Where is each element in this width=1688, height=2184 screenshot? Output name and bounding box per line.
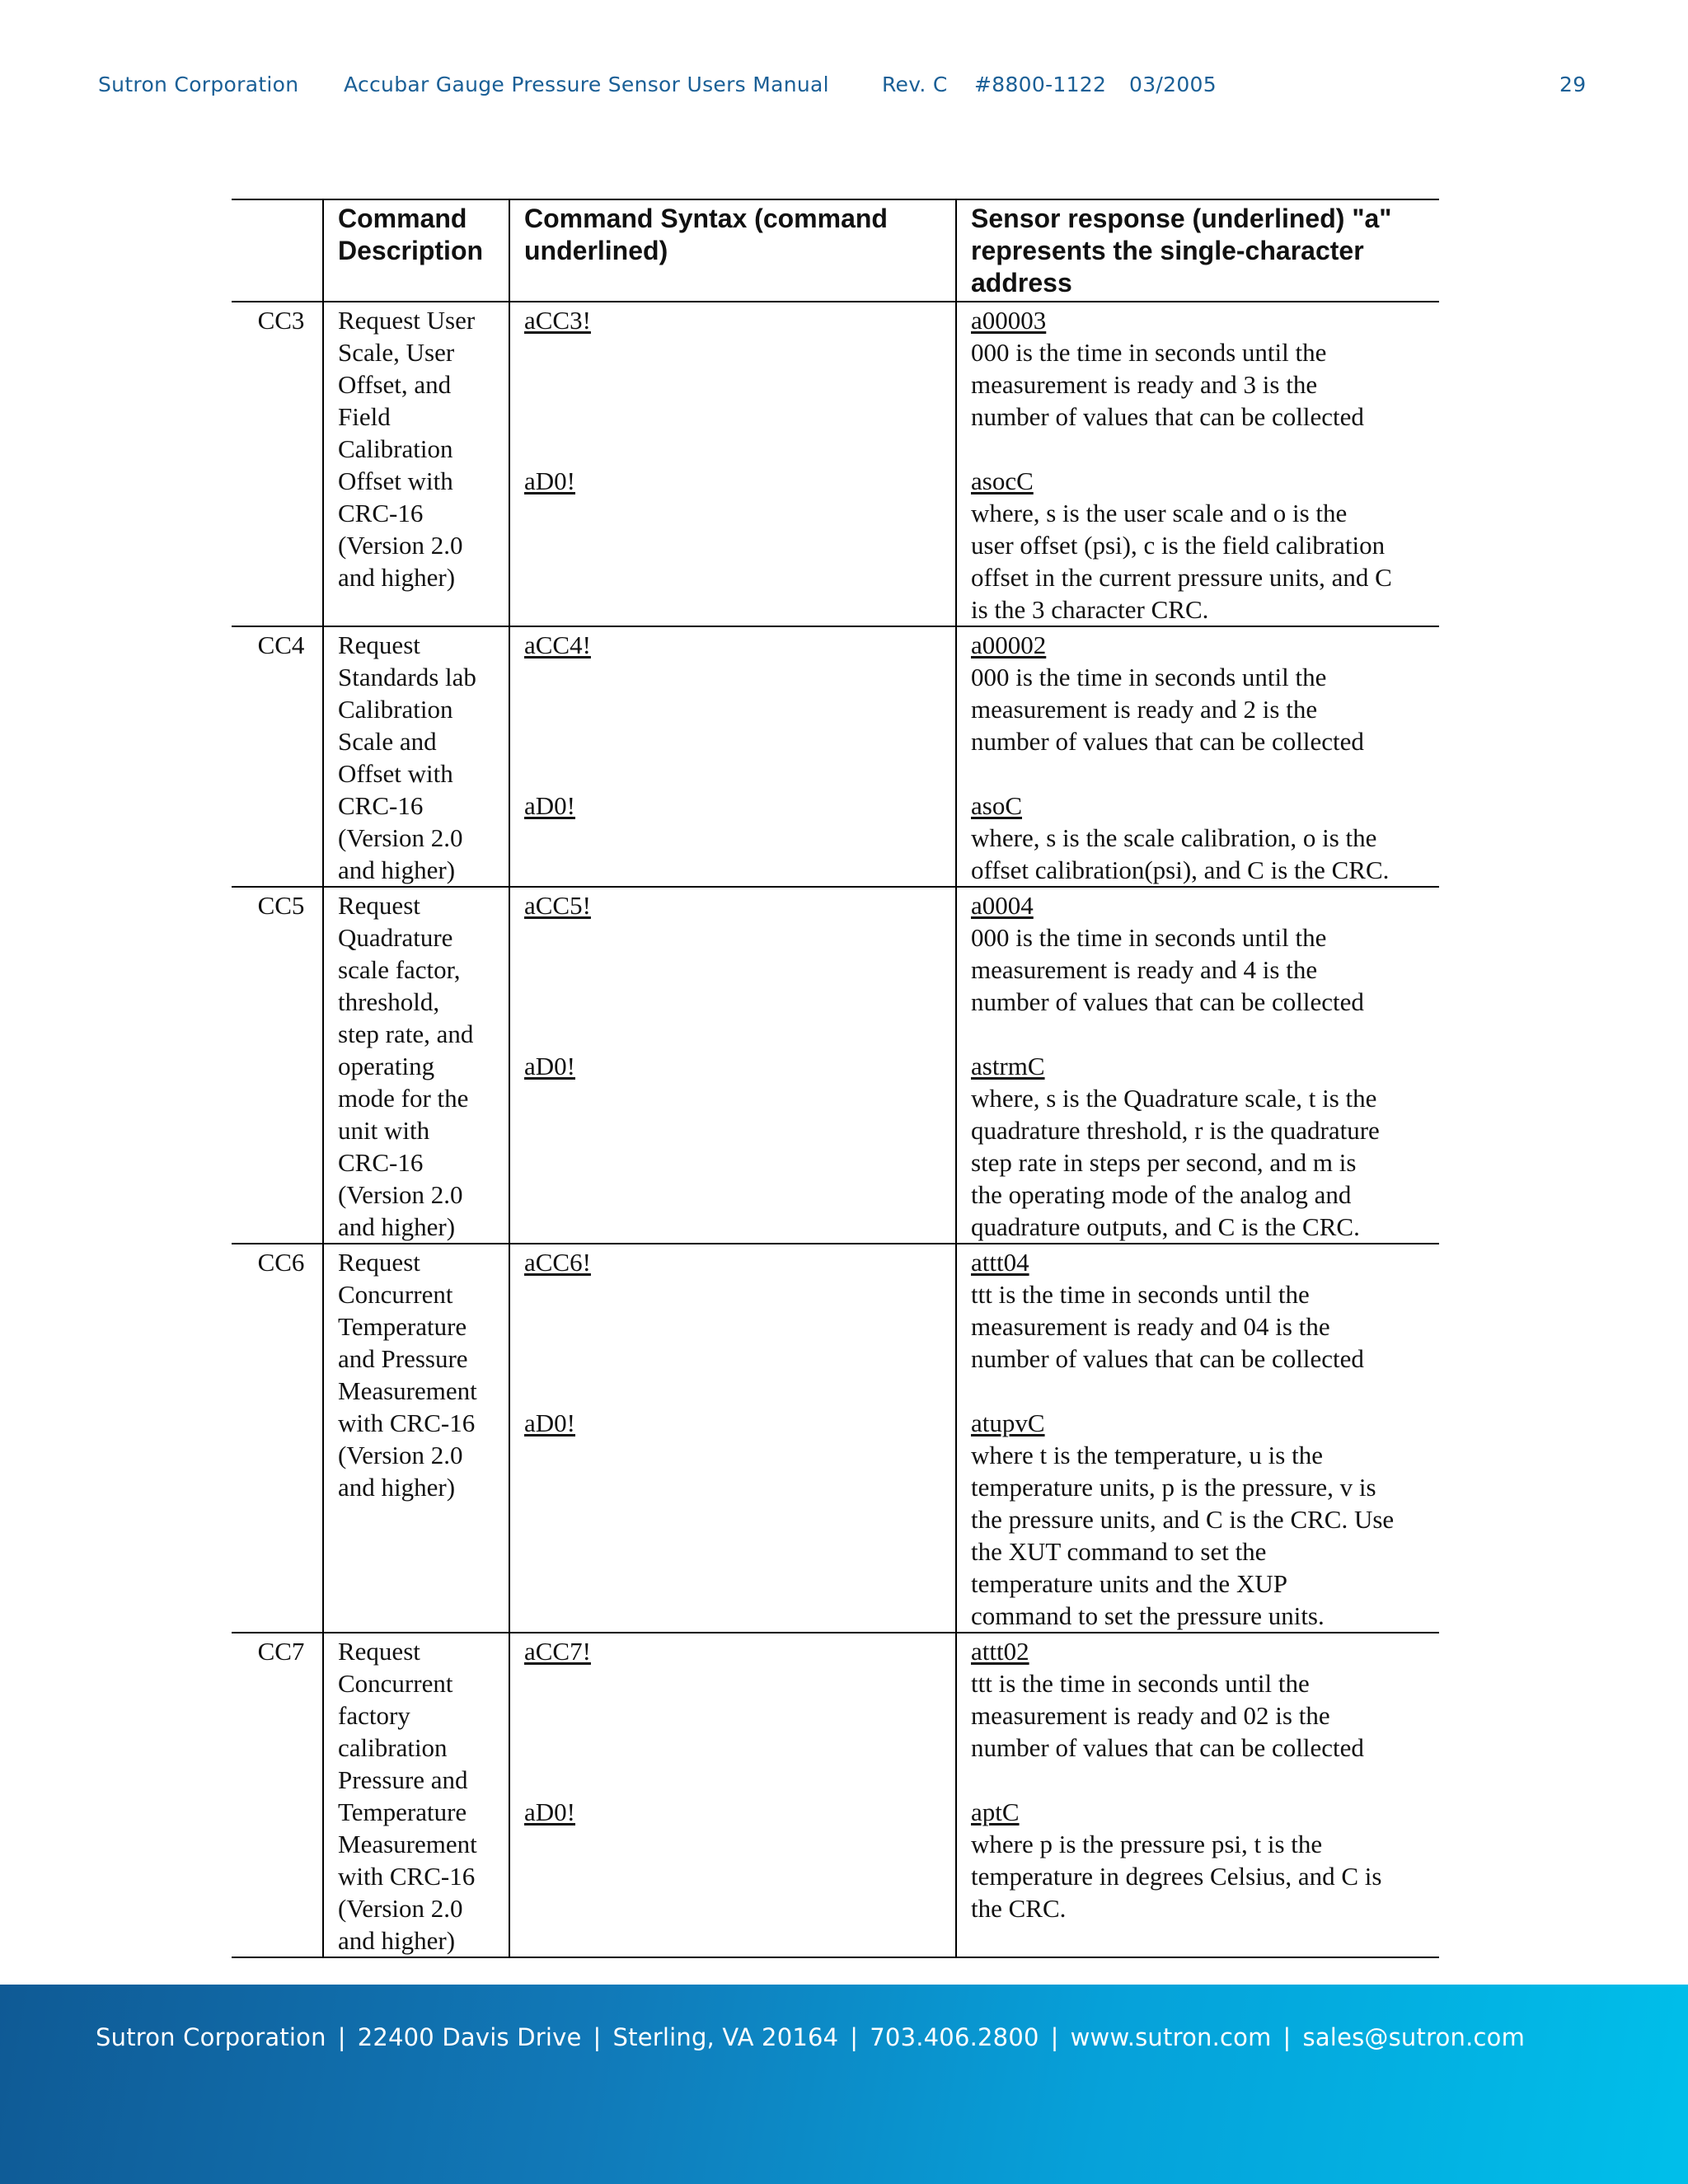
response-line: number of values that can be collected: [971, 1344, 1364, 1373]
description-line: Concurrent: [338, 1280, 453, 1309]
syntax-command: aCC4!: [524, 630, 591, 659]
response-line: temperature units, p is the pressure, v is: [971, 1473, 1376, 1502]
response-spacer: [971, 757, 1432, 790]
description-line: operating: [338, 1052, 435, 1080]
description-line: CRC-16: [338, 1148, 424, 1177]
response-line: where t is the temperature, u is the: [971, 1441, 1323, 1469]
response-line: temperature units and the XUP: [971, 1569, 1287, 1598]
response-code: attt02: [971, 1637, 1029, 1666]
syntax-command: aCC3!: [524, 306, 591, 335]
response-data-code: asoC: [971, 791, 1022, 820]
description-line: (Version 2.0: [338, 1894, 463, 1923]
command-code-cell: [232, 1244, 323, 1633]
syntax-gap: [524, 1278, 949, 1407]
description-line: and higher): [338, 1473, 456, 1502]
description-line: Measurement: [338, 1376, 477, 1405]
footer-band: [0, 1985, 1688, 2184]
response-line: step rate in steps per second, and m is: [971, 1148, 1357, 1177]
header-revision: Rev. C: [882, 73, 948, 96]
command-code: CC7: [257, 1637, 305, 1666]
table-row: [232, 1244, 1439, 1633]
response-line: quadrature outputs, and C is the CRC.: [971, 1212, 1360, 1241]
description-line: Measurement: [338, 1830, 477, 1858]
command-code: CC5: [257, 891, 305, 920]
response-line: the XUT command to set the: [971, 1537, 1267, 1566]
command-description-cell: [323, 1633, 509, 1957]
description-line: calibration: [338, 1733, 448, 1762]
footer-separator: |: [850, 2023, 859, 2051]
response-line: command to set the pressure units.: [971, 1601, 1325, 1630]
footer-phone: 703.406.2800: [870, 2023, 1039, 2051]
description-line: with CRC-16: [338, 1862, 476, 1891]
description-line: and higher): [338, 1926, 456, 1955]
response-line: number of values that can be collected: [971, 1733, 1364, 1762]
description-line: mode for the: [338, 1084, 469, 1113]
description-line: (Version 2.0: [338, 531, 463, 560]
description-line: factory: [338, 1701, 410, 1730]
response-line: offset calibration(psi), and C is the CRC.: [971, 855, 1390, 884]
command-code: CC6: [257, 1248, 305, 1277]
description-line: (Version 2.0: [338, 1441, 463, 1469]
command-syntax-cell: [509, 302, 956, 626]
sensor-response-cell: [956, 1633, 1439, 1957]
response-line: 000 is the time in seconds until the: [971, 338, 1327, 367]
description-line: scale factor,: [338, 955, 461, 984]
description-line: Request: [338, 630, 420, 659]
response-code: a00002: [971, 630, 1047, 659]
footer-email[interactable]: sales@sutron.com: [1302, 2023, 1526, 2051]
command-code-cell: [232, 1633, 323, 1957]
sensor-response-cell: [956, 887, 1439, 1244]
header-doc-number: #8800-1122: [974, 73, 1107, 96]
table-row: [232, 1633, 1439, 1957]
command-code: CC3: [257, 306, 305, 335]
footer-separator: |: [1050, 2023, 1059, 2051]
response-line: where p is the pressure psi, t is the: [971, 1830, 1323, 1858]
table-header-row: [232, 199, 1439, 302]
command-code-cell: [232, 626, 323, 887]
column-header-syntax: Command Syntax (command underlined): [509, 199, 956, 302]
description-line: Temperature: [338, 1797, 467, 1826]
command-syntax-cell: [509, 1244, 956, 1633]
command-table: [232, 199, 1439, 1958]
table-row: [232, 626, 1439, 887]
description-line: Request: [338, 1637, 420, 1666]
page-header: [98, 73, 1590, 105]
syntax-data-command: aD0!: [524, 1797, 575, 1826]
syntax-data-command: aD0!: [524, 1052, 575, 1080]
response-data-code: astrmC: [971, 1052, 1045, 1080]
description-line: Offset with: [338, 759, 453, 788]
command-code-cell: [232, 302, 323, 626]
table-row: [232, 887, 1439, 1244]
response-line: number of values that can be collected: [971, 402, 1364, 431]
header-company: Sutron Corporation: [98, 73, 299, 96]
column-header-code: [232, 199, 323, 302]
response-line: is the 3 character CRC.: [971, 595, 1209, 624]
header-date: 03/2005: [1129, 73, 1217, 96]
response-code: attt04: [971, 1248, 1029, 1277]
response-spacer: [971, 1018, 1432, 1050]
command-syntax-cell: [509, 1633, 956, 1957]
command-syntax-cell: [509, 887, 956, 1244]
description-line: CRC-16: [338, 791, 424, 820]
header-manual-title: Accubar Gauge Pressure Sensor Users Manual: [344, 73, 829, 96]
response-data-code: asocC: [971, 466, 1034, 495]
footer-company: Sutron Corporation: [96, 2023, 326, 2051]
command-code-cell: [232, 887, 323, 1244]
command-description-cell: [323, 302, 509, 626]
command-description-cell: [323, 626, 509, 887]
response-line: the pressure units, and C is the CRC. Use: [971, 1505, 1395, 1534]
syntax-data-command: aD0!: [524, 466, 575, 495]
response-line: user offset (psi), c is the field calibration: [971, 531, 1386, 560]
sensor-response-cell: [956, 1244, 1439, 1633]
description-line: Pressure and: [338, 1765, 468, 1794]
response-spacer: [971, 1764, 1432, 1796]
description-line: Standards lab: [338, 663, 476, 691]
command-syntax-cell: [509, 626, 956, 887]
description-line: Temperature: [338, 1312, 467, 1341]
description-line: Offset, and: [338, 370, 452, 399]
response-line: measurement is ready and 02 is the: [971, 1701, 1330, 1730]
response-line: quadrature threshold, r is the quadrature: [971, 1116, 1380, 1145]
response-data-code: atupvC: [971, 1408, 1045, 1437]
syntax-command: aCC7!: [524, 1637, 591, 1666]
description-line: and Pressure: [338, 1344, 468, 1373]
footer-contact-line: [96, 2023, 1596, 2051]
description-line: (Version 2.0: [338, 823, 463, 852]
response-spacer: [971, 433, 1432, 465]
description-line: Scale and: [338, 727, 437, 756]
description-line: step rate, and: [338, 1019, 474, 1048]
description-line: Scale, User: [338, 338, 455, 367]
syntax-command: aCC6!: [524, 1248, 591, 1277]
response-line: measurement is ready and 04 is the: [971, 1312, 1330, 1341]
syntax-gap: [524, 1667, 949, 1796]
response-line: temperature in degrees Celsius, and C is: [971, 1862, 1382, 1891]
command-description-cell: [323, 887, 509, 1244]
sensor-response-cell: [956, 626, 1439, 887]
response-line: where, s is the scale calibration, o is the: [971, 823, 1377, 852]
table-body: [232, 302, 1439, 1957]
description-line: Request: [338, 891, 420, 920]
column-header-description: Command Description: [323, 199, 509, 302]
response-line: where, s is the Quadrature scale, t is the: [971, 1084, 1377, 1113]
response-line: number of values that can be collected: [971, 727, 1364, 756]
response-line: ttt is the time in seconds until the: [971, 1280, 1310, 1309]
response-line: the operating mode of the analog and: [971, 1180, 1352, 1209]
description-line: and higher): [338, 563, 456, 592]
description-line: Field: [338, 402, 391, 431]
description-line: threshold,: [338, 987, 440, 1016]
response-code: a00003: [971, 306, 1047, 335]
description-line: and higher): [338, 855, 456, 884]
page-number: 29: [1559, 73, 1587, 96]
sensor-response-cell: [956, 302, 1439, 626]
command-code: CC4: [257, 630, 305, 659]
response-line: ttt is the time in seconds until the: [971, 1669, 1310, 1698]
response-line: offset in the current pressure units, and C: [971, 563, 1392, 592]
response-line: measurement is ready and 3 is the: [971, 370, 1318, 399]
response-data-code: aptC: [971, 1797, 1020, 1826]
syntax-gap: [524, 921, 949, 1050]
description-line: and higher): [338, 1212, 456, 1241]
response-line: 000 is the time in seconds until the: [971, 923, 1327, 952]
syntax-data-command: aD0!: [524, 1408, 575, 1437]
footer-separator: |: [593, 2023, 602, 2051]
response-line: measurement is ready and 2 is the: [971, 695, 1318, 724]
footer-address: 22400 Davis Drive: [357, 2023, 582, 2051]
description-line: unit with: [338, 1116, 430, 1145]
description-line: Concurrent: [338, 1669, 453, 1698]
syntax-gap: [524, 336, 949, 465]
description-line: Quadrature: [338, 923, 453, 952]
syntax-gap: [524, 661, 949, 790]
response-line: number of values that can be collected: [971, 987, 1364, 1016]
description-line: CRC-16: [338, 499, 424, 527]
description-line: Offset with: [338, 466, 453, 495]
footer-separator: |: [1282, 2023, 1292, 2051]
description-line: (Version 2.0: [338, 1180, 463, 1209]
response-spacer: [971, 1375, 1432, 1407]
response-code: a0004: [971, 891, 1034, 920]
response-line: 000 is the time in seconds until the: [971, 663, 1327, 691]
response-line: the CRC.: [971, 1894, 1067, 1923]
description-line: Request: [338, 1248, 420, 1277]
column-header-response: Sensor response (underlined) "a" represents the single-character address: [956, 199, 1439, 302]
syntax-data-command: aD0!: [524, 791, 575, 820]
footer-website[interactable]: www.sutron.com: [1070, 2023, 1272, 2051]
description-line: Calibration: [338, 434, 453, 463]
description-line: Calibration: [338, 695, 453, 724]
description-line: with CRC-16: [338, 1408, 476, 1437]
response-line: measurement is ready and 4 is the: [971, 955, 1318, 984]
description-line: Request User: [338, 306, 476, 335]
footer-city: Sterling, VA 20164: [612, 2023, 839, 2051]
table-row: [232, 302, 1439, 626]
response-line: where, s is the user scale and o is the: [971, 499, 1348, 527]
footer-separator: |: [337, 2023, 346, 2051]
command-description-cell: [323, 1244, 509, 1633]
syntax-command: aCC5!: [524, 891, 591, 920]
